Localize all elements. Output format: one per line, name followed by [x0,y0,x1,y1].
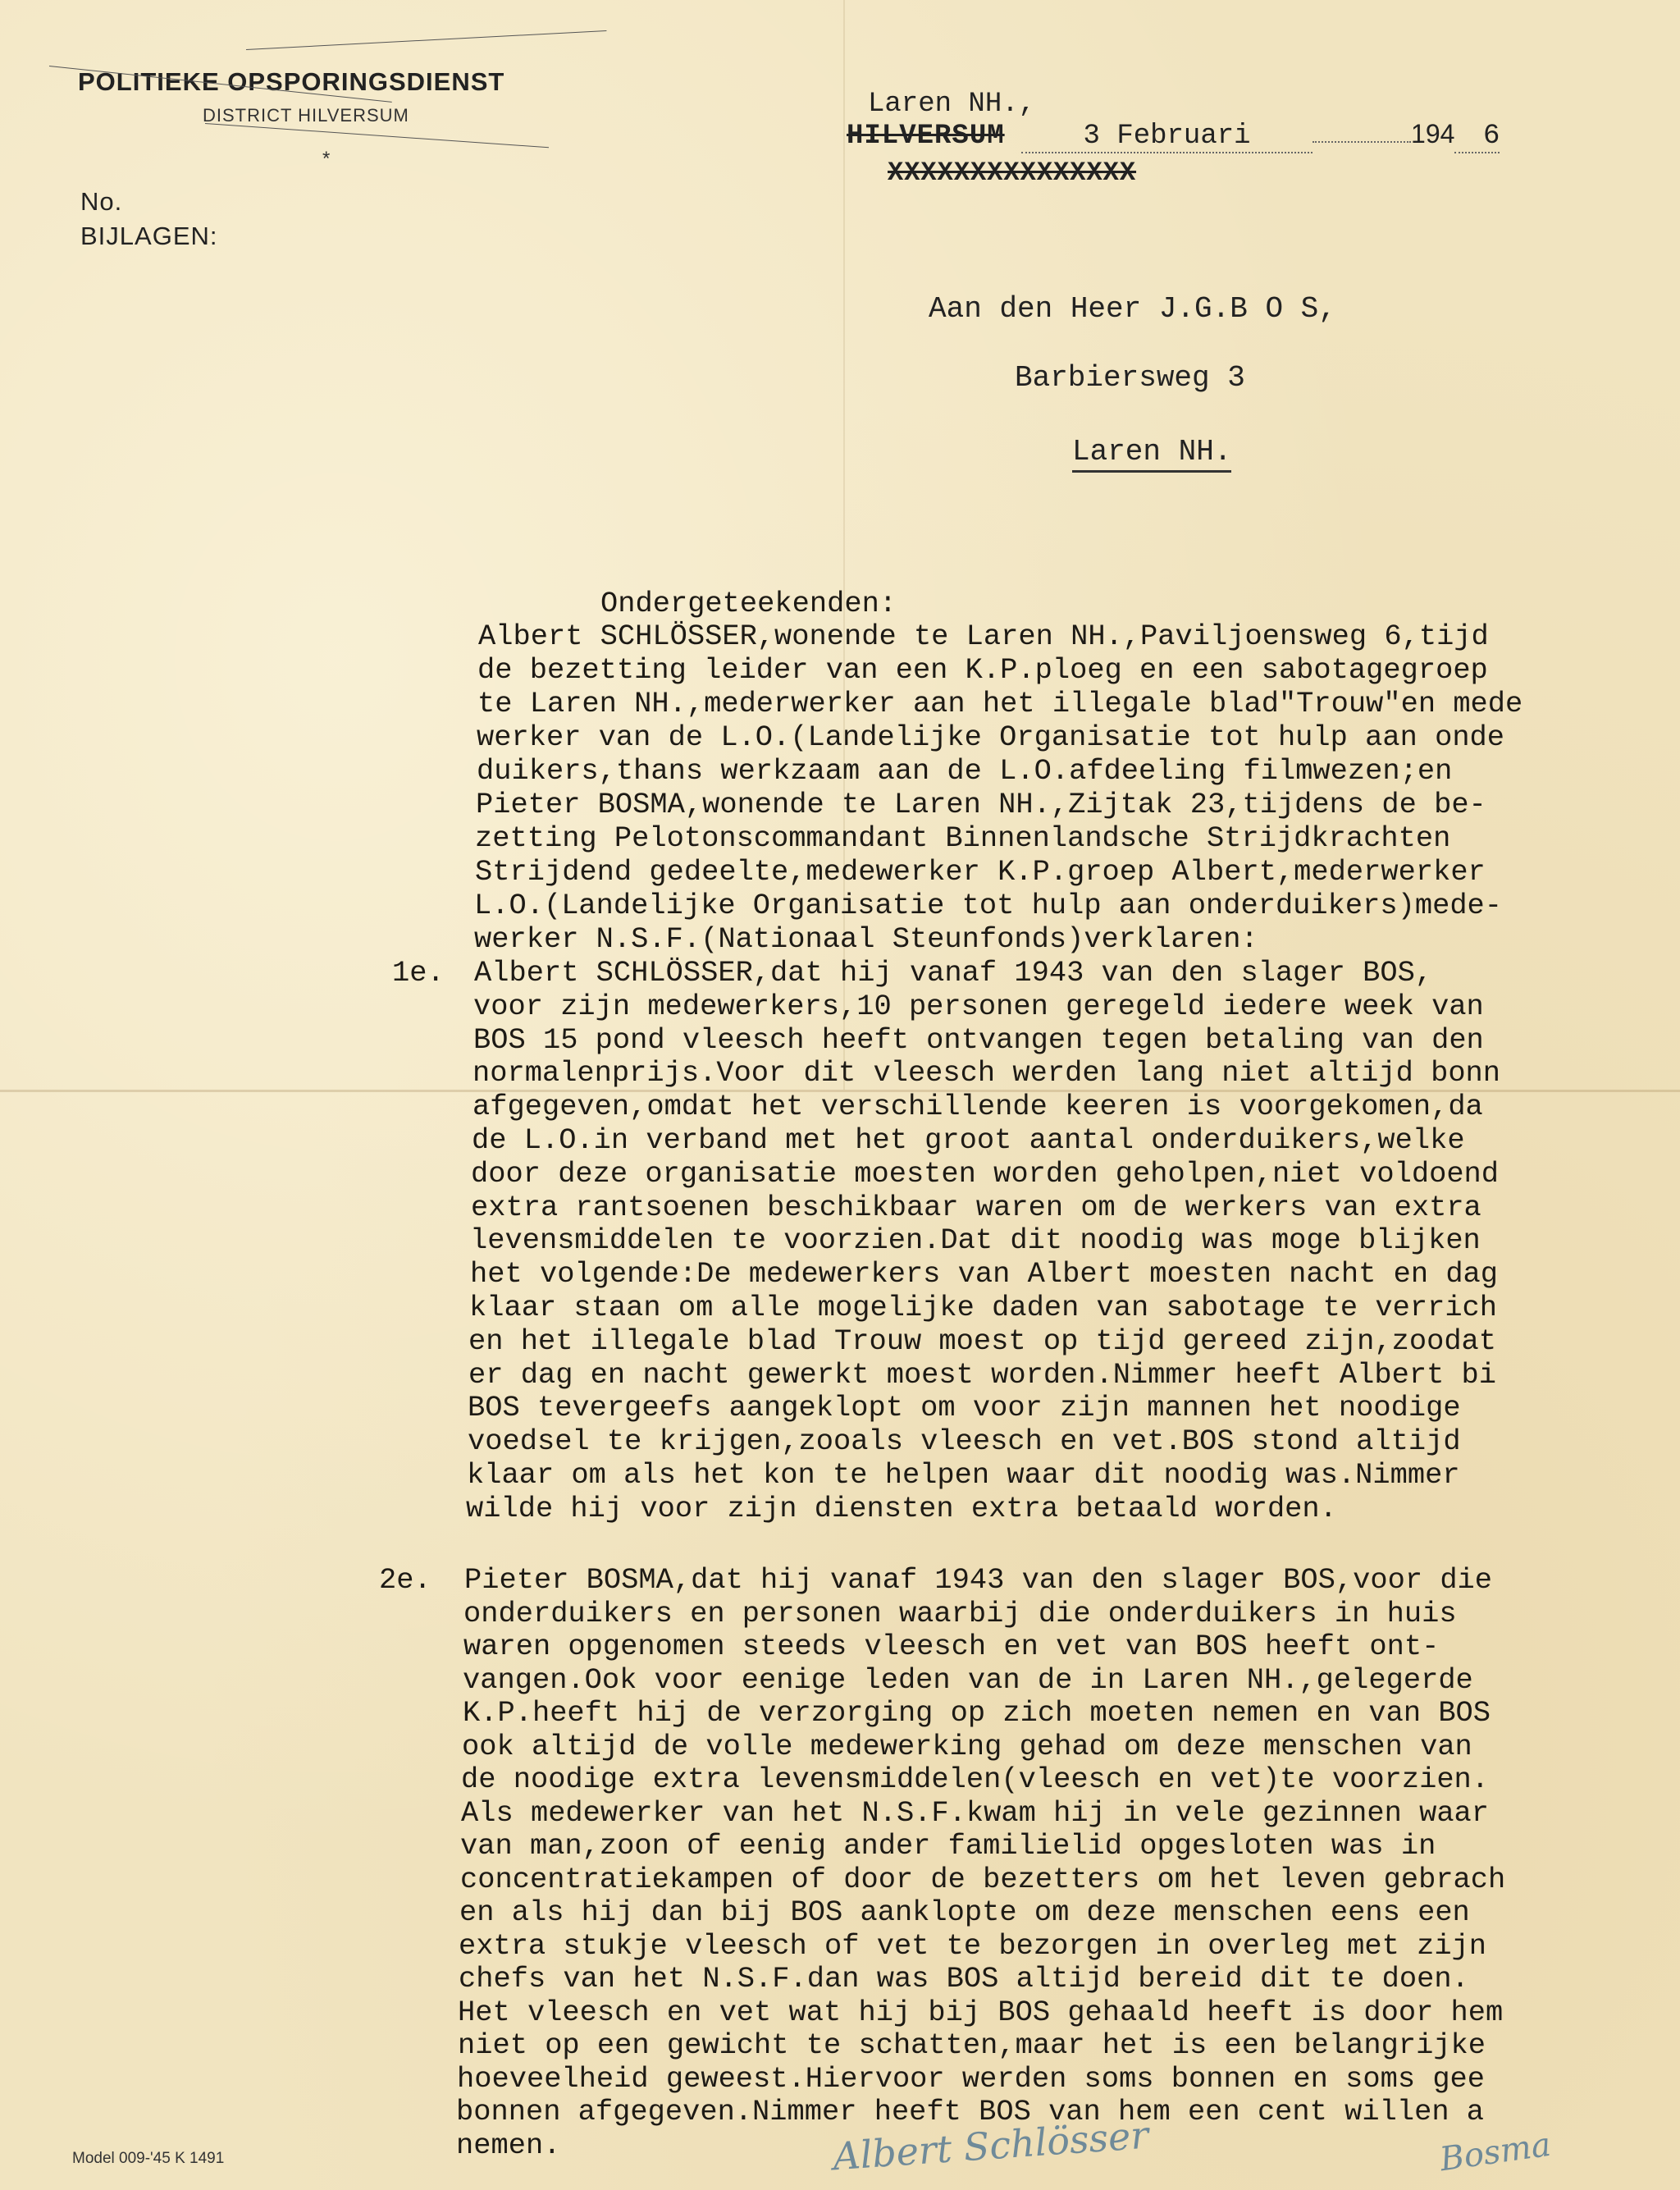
paragraph-1-line: voedsel te krijgen,zooals vleesch en vet.BOS stond altijd [468,1425,1461,1459]
paragraph-1-line: klaar om als het kon te helpen waar dit noodig was.Nimmer [467,1459,1460,1492]
paragraph-1-line: Albert SCHLÖSSER,dat hij vanaf 1943 van den slager BOS, [474,957,1433,990]
paragraph-1-line: afgegeven,omdat het verschillende keeren is voorgekomen,da [472,1090,1483,1124]
paragraph-1-line: en het illegale blad Trouw moest op tijd gereed zijn,zoodat [468,1324,1497,1358]
number-label: No. [80,187,123,216]
paragraph-1-line: het volgende:De medewerkers van Albert moesten nacht en dag [470,1258,1499,1292]
year-suffix-dots [1454,121,1500,153]
date-place: Laren NH., [868,89,1036,120]
paragraph-2-line: de noodige extra levensmiddelen(vleesch en vet)te voorzien. [461,1763,1490,1796]
district-name: DISTRICT HILVERSUM [203,105,409,126]
intro-line: te Laren NH.,mederwerker aan het illegale blad"Trouw"en mede [477,688,1523,720]
paragraph-1-line: er dag en nacht gewerkt moest worden.Nimmer heeft Albert bi [468,1358,1497,1392]
paragraph-1-number: 1e. [392,957,445,990]
paragraph-1-line: levensmiddelen te voorzien.Dat dit noodig was moge blijken [470,1224,1481,1258]
intro-line: werker van de L.O.(Landelijke Organisatie tot hulp aan onde [477,721,1505,754]
paragraph-2-line: Het vleesch en vet wat hij bij BOS gehaald heeft is door hem [458,1996,1504,2029]
recipient-name: Aan den Heer J.G.B O S, [929,292,1336,326]
paragraph-2-line: Als medewerker van het N.S.F.kwam hij in vele gezinnen waar [461,1796,1490,1830]
paragraph-2-line: vangen.Ook voor eenige leden van de in Laren NH.,gelegerde [463,1663,1473,1697]
year-prefix: 194 [1411,119,1455,149]
paragraph-2-line: K.P.heeft hij de verzorging op zich moeten nemen en van BOS [463,1697,1491,1730]
intro-line: Strijdend gedeelte,medewerker K.P.groep Albert,mederwerker [475,856,1486,889]
day-month-text: 3 Februari [1083,121,1251,152]
form-model-number: Model 009-'45 K 1491 [72,2150,225,2167]
paragraph-2-line: extra stukje vleesch of vet te bezorgen in overleg met zijn [459,1929,1487,1963]
paragraph-1-line: wilde hij voor zijn diensten extra betaald worden. [466,1492,1337,1525]
intro-line: Pieter BOSMA,wonende te Laren NH.,Zijtak 23,tijdens de be- [476,789,1486,821]
day-month [1021,121,1312,153]
paragraph-2-line: onderduikers en personen waarbij die onderduikers in huis [463,1597,1457,1630]
paragraph-2-line: waren opgenomen steeds vleesch en vet van BOS heeft ont- [463,1630,1440,1663]
paragraph-1-line: extra rantsoenen beschikbaar waren om de werkers van extra [471,1191,1481,1224]
paragraph-2-line: niet op een gewicht te schatten,maar het is een belangrijke [458,2029,1486,2062]
salutation: Ondergeteekenden: [600,588,897,620]
paragraph-1-line: BOS tevergeefs aangeklopt om voor zijn mannen het noodige [468,1392,1461,1425]
intro-line: Albert SCHLÖSSER,wonende te Laren NH.,Paviljoensweg 6,tijd [478,620,1489,653]
paragraph-2-number: 2e. [379,1564,431,1597]
year-suffix: 6 [1483,121,1500,152]
paragraph-2-line: concentratiekampen of door de bezetters om het leven gebrach [460,1863,1506,1896]
intro-line: L.O.(Landelijke Organisatie tot hulp aan onderduikers)mede- [474,889,1503,922]
intro-line: zetting Pelotonscommandant Binnenlandsche Strijdkrachten [475,822,1451,855]
paragraph-2-line: van man,zoon of eenig ander familielid opgesloten was in [460,1830,1436,1863]
paragraph-1-line: normalenprijs.Voor dit vleesch werden lang niet altijd bonn [472,1057,1501,1090]
signature-first: Albert Schlösser [831,2112,1150,2179]
organization-name: POLITIEKE OPSPORINGSDIENST [78,67,505,96]
paragraph-1-line: BOS 15 pond vleesch heeft ontvangen tegen betaling van den [473,1023,1484,1057]
struck-place: HILVERSUM [847,121,1005,152]
paragraph-2-line: hoeveelheid geweest.Hiervoor werden soms bonnen en soms gee [457,2062,1486,2096]
date-line [847,119,1500,153]
intro-line: de bezetting leider van een K.P.ploeg en een sabotagegroep [477,654,1488,687]
year-dots [1312,141,1411,143]
paragraph-2-line: bonnen afgegeven.Nimmer heeft BOS van hem een cent willen a [456,2096,1485,2128]
signature-second: Bosma [1437,2125,1554,2179]
intro-line: werker N.S.F.(Nationaal Steunfonds)verklaren: [474,923,1258,956]
recipient-city: Laren NH. [1072,435,1231,473]
paragraph-1-line: voor zijn medewerkers,10 personen geregeld iedere week van [473,990,1484,1023]
paragraph-1-line: de L.O.in verband met het groot aantal onderduikers,welke [472,1124,1465,1157]
paragraph-2-line: ook altijd de volle medewerking gehad om deze menschen van [462,1730,1472,1763]
paragraph-2-line: chefs van het N.S.F.dan was BOS altijd bereid dit te doen. [459,1963,1469,1996]
paragraph-1-line: door deze organisatie moesten worden geholpen,niet voldoend [471,1157,1500,1191]
star-icon: * [322,148,331,170]
intro-line: duikers,thans werkzaam aan de L.O.afdeeling filmwezen;en [477,755,1453,788]
paragraph-1-line: klaar staan om alle mogelijke daden van sabotage te verrich [469,1292,1498,1324]
attachments-label: BIJLAGEN: [80,222,218,250]
recipient-street: Barbiersweg 3 [1015,361,1245,395]
paragraph-2-line: nemen. [456,2128,561,2162]
struck-line: XXXXXXXXXXXXXXX [888,158,1137,188]
paragraph-2-line: Pieter BOSMA,dat hij vanaf 1943 van den slager BOS,voor die [464,1564,1493,1597]
paragraph-2-line: en als hij dan bij BOS aanklopte om deze menschen eens een [459,1896,1470,1929]
